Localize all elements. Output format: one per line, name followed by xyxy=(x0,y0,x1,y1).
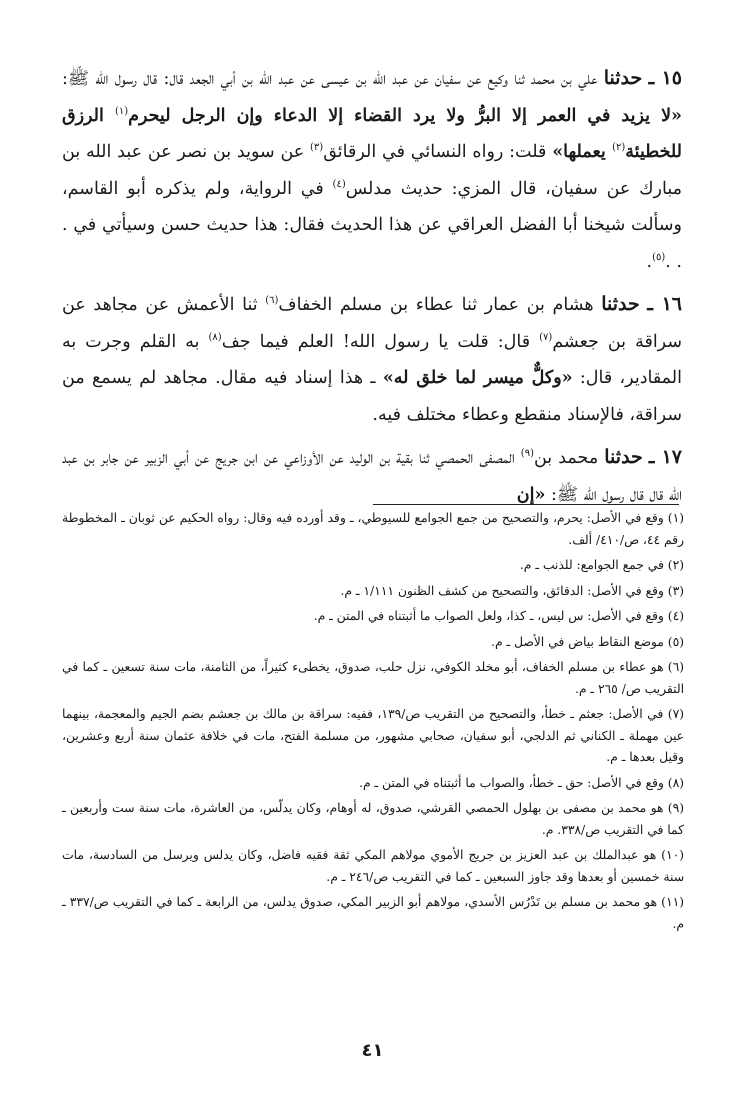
hadith-text: . xyxy=(646,251,653,272)
hadith-text: هشام بن عمار ثنا عطاء بن مسلم الخفاف xyxy=(278,295,602,315)
hadith-15 xyxy=(62,60,682,280)
hadith-17 xyxy=(62,439,682,513)
footnote: (٦) هو عطاء بن مسلم الخفاف، أبو مخلد الكوفي، نزل حلب، صدوق، يخطىء كثيراً، من الثامنة، مات سنة تسعين ـ كما في التقريب ص/ ٢٦٥ ـ م. xyxy=(62,660,684,696)
footnote: (٩) هو محمد بن مصفى بن بهلول الحمصي القرشي، صدوق، له أوهام، وكان يدلّس، من العاشرة، مات سنة ست وأربعين ـ كما في التقريب ص/٣٣٨. م. xyxy=(62,801,684,837)
page-number: ٤١ xyxy=(361,1040,384,1061)
footnote-divider xyxy=(373,504,679,505)
footnote: (٤) وقع في الأصل: س ليس، ـ كذا، ولعل الصواب ما أثبتناه في المتن ـ م. xyxy=(313,609,684,623)
hadith-text: عن سويد بن نصر عن عبد الله بن مبارك عن سفيان، قال المزي: حديث مدلس xyxy=(62,142,682,199)
footnote: (١) وقع في الأصل: يحرم، والتصحيح من جمع الجوامع للسيوطي، ـ وقد أورده فيه وقال: رواه الحكيم عن ثوبان ـ المخطوطة رقم ٤٤، ص/٤١٠/ ألف. xyxy=(62,511,684,547)
footnote-ref[interactable]: (٦) xyxy=(265,295,279,307)
hadith-text: قال: قلت يا رسول الله! العلم فيما جف xyxy=(221,331,540,352)
footnote: (٥) موضع النقاط بياض في الأصل ـ م. xyxy=(491,634,684,649)
footnote-ref[interactable]: (٤) xyxy=(332,178,346,190)
hadith-text: في الرواية، ولم يذكره أبو القاسم، وسألت شيخنا أبا الفضل العراقي عن هذا الحديث فقال: هذا حديث حسن وسيأتي في . . . xyxy=(62,178,682,272)
hadith-text: به القلم وجرت به المقادير، قال: xyxy=(62,331,682,388)
footnote: (١١) هو محمد بن مسلم بن تَدْرُس الأسدي، مولاهم أبو الزبير المكي، صدوق يدلس، من الرابعة ـ كما في التقريب ص/٣٣٧ ـ م. xyxy=(62,895,685,931)
hadith-text: المصفى الحمصي ثنا بقية بن الوليد عن الأوزاعي عن ابن جريج عن أبي الزبير عن جابر بن عبد الله قال قال رسول الله ﷺ: xyxy=(62,448,682,505)
hadith-matn: «إن xyxy=(516,484,546,505)
footnote: (٨) وقع في الأصل: حق ـ خطأ، والصواب ما أثبتناه في المتن ـ م. xyxy=(359,775,684,790)
hadith-matn: «وكلٌّ ميسر لما خلق له» xyxy=(382,368,573,388)
footnote-ref[interactable]: (٥) xyxy=(652,251,666,263)
footnote: (٧) في الأصل: جعثم ـ خطأ، والتصحيح من التقريب ص/١٣٩، ففيه: سراقة بن مالك بن جعشم بضم الجيم والمعجمة، بينهما عين مهملة ـ الكناني ثم الدلجي، أبو سفيان، صحابي مشهور، من مسلمة الفتح، مات في خلافة عثمان سنة أربع وعشرين، وقيل بعدها ـ م. xyxy=(62,707,684,764)
hadith-matn: «لا يزيد في العمر إلا البرُّ ولا يرد القضاء إلا الدعاء وإن الرجل ليحرم xyxy=(128,105,682,126)
hadith-text: قلت: رواه النسائي في الرقائق xyxy=(323,142,553,162)
hadith-text: علي بن محمد ثنا وكيع عن سفيان عن عبد الله بن عيسى عن عبد الله بن أبي الجعد قال: قال رسول الله ﷺ: xyxy=(62,69,604,89)
footnote-ref[interactable]: (٨) xyxy=(208,331,222,343)
hadith-keyword: حدثنا xyxy=(604,446,643,468)
hadith-text: ثنا الأعمش عن مجاهد عن سراقة بن جعشم xyxy=(62,295,683,352)
footnote-ref[interactable]: (٣) xyxy=(310,142,324,154)
hadith-number: ١٥ ـ xyxy=(648,67,682,89)
hadith-16 xyxy=(62,286,682,433)
footnote: (٣) وقع في الأصل: الدقائق، والتصحيح من كشف الظنون ١/١١١ ـ م. xyxy=(340,583,684,598)
footnote: (٢) في جمع الجوامع: للذنب ـ م. xyxy=(519,558,684,572)
hadith-matn: يعملها» xyxy=(552,142,613,162)
footnote-ref[interactable]: (٧) xyxy=(539,331,553,343)
hadith-matn: الرزق للخطيئة xyxy=(62,105,683,162)
footnote-ref[interactable]: (٢) xyxy=(612,142,626,154)
hadith-number: ١٦ ـ xyxy=(647,293,683,315)
hadith-keyword: حدثنا xyxy=(601,293,640,315)
hadith-keyword: حدثنا xyxy=(603,67,643,89)
hadith-number: ١٧ ـ xyxy=(648,446,682,468)
footnotes xyxy=(62,508,684,939)
footnote: (١٠) هو عبدالملك بن عبد العزيز بن جريج الأموي مولاهم المكي ثقة فقيه فاضل، وكان يدلس ويرسل من السادسة، مات سنة خمسين أو بعدها وقد جاوز السبعين ـ كما في التقريب ص/٢٤٦ ـ م. xyxy=(62,848,684,884)
footnote-ref[interactable]: (٩) xyxy=(520,448,534,460)
footnote-ref[interactable]: (١) xyxy=(114,105,129,117)
hadith-text: محمد بن xyxy=(533,448,605,468)
hadith-text: ـ هذا إسناد فيه مقال. مجاهد لم يسمع من سراقة، فالإسناد منقطع وعطاء مختلف فيه. xyxy=(62,368,682,425)
main-text xyxy=(62,60,682,519)
